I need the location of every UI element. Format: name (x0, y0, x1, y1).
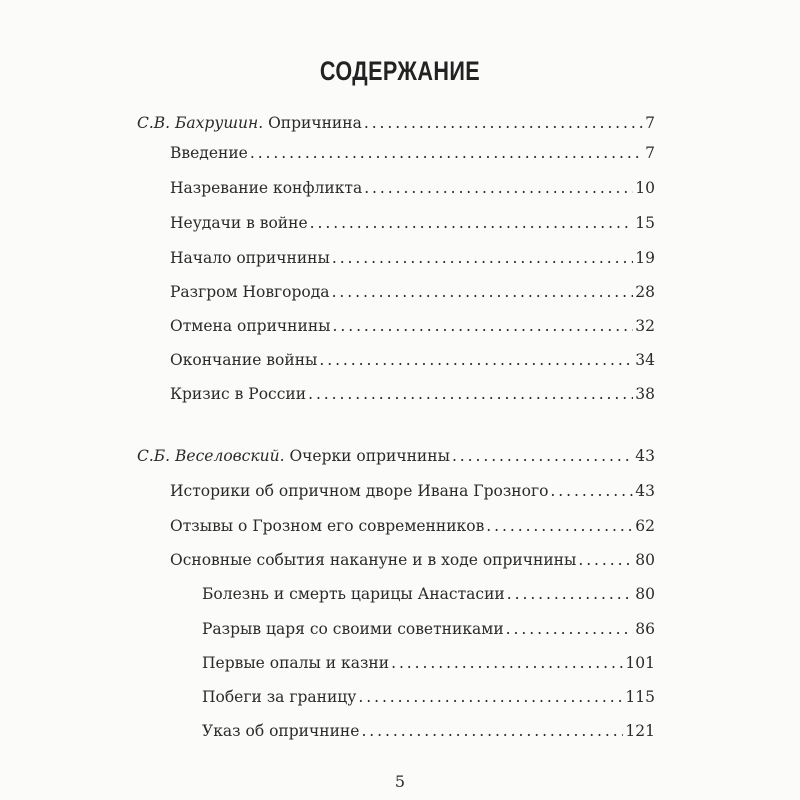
toc-entry (170, 144, 655, 162)
toc-entry-page: 121 (625, 722, 655, 740)
toc-entry-page: 43 (635, 447, 655, 465)
toc-entry-label: Окончание войны (170, 351, 318, 369)
toc-entry-page: 86 (635, 620, 655, 638)
toc-entry-label: Разрыв царя со своими советниками (202, 620, 504, 638)
page-title: СОДЕРЖАНИЕ (319, 56, 481, 86)
dot-leader (250, 144, 643, 162)
dot-leader (308, 385, 633, 403)
toc-entry (170, 249, 655, 267)
toc-entry-title (137, 447, 450, 465)
toc-entry (170, 385, 655, 403)
toc-entry-label: Отмена опричнины (170, 317, 331, 335)
toc-entry-title (170, 144, 248, 162)
toc-entry-label: Очерки опричнины (289, 447, 450, 465)
toc-entry-page: 43 (635, 482, 655, 500)
dot-leader (578, 551, 633, 569)
toc-entry-label: Указ об опричнине (202, 722, 360, 740)
toc-entry-page: 7 (645, 114, 655, 132)
toc-entry-title (137, 114, 362, 132)
toc-entry-label: Начало опричнины (170, 249, 330, 267)
dot-leader (361, 722, 623, 740)
toc-entry-label: Отзывы о Грозном его современников (170, 517, 485, 535)
toc-entry (170, 351, 655, 369)
toc-entry-label: Первые опалы и казни (202, 654, 390, 672)
dot-leader (332, 283, 634, 301)
toc-entry (202, 722, 655, 740)
toc-entry-page: 10 (635, 179, 655, 197)
toc-entry-page: 15 (635, 214, 655, 232)
toc-entry-label: Разгром Новгорода (170, 283, 330, 301)
toc-entry-title (202, 688, 356, 706)
toc-entry-label: Назревание конфликта (170, 179, 363, 197)
toc-entry (170, 179, 655, 197)
toc-entry-page: 38 (635, 385, 655, 403)
toc-entry (137, 447, 655, 465)
toc-entry-page: 7 (645, 144, 655, 162)
toc-entry-page: 80 (635, 585, 655, 603)
dot-leader (310, 214, 634, 232)
toc-entry (202, 585, 655, 603)
toc-entry-title (170, 517, 484, 535)
toc-entry-title (202, 654, 389, 672)
toc-entry-title (202, 620, 504, 638)
toc-entry-author: С.В. Бахрушин. (137, 114, 264, 132)
dot-leader (486, 517, 633, 535)
toc-entry (202, 620, 655, 638)
toc-entry-author: С.Б. Веселовский. (137, 447, 285, 465)
toc-entry-page: 101 (625, 654, 655, 672)
toc-entry (170, 517, 655, 535)
toc-entry-page: 115 (625, 688, 655, 706)
toc-entry-page: 32 (635, 317, 655, 335)
dot-leader (550, 482, 633, 500)
toc-entry (170, 551, 655, 569)
toc-entry (170, 283, 655, 301)
dot-leader (364, 114, 643, 132)
toc-entry-title (170, 482, 548, 500)
dot-leader (333, 317, 634, 335)
dot-leader (319, 351, 633, 369)
toc-entry-label: Историки об опричном дворе Ивана Грозного (170, 482, 549, 500)
toc-entry-label: Опричнина (268, 114, 362, 132)
dot-leader (364, 179, 633, 197)
toc-entry-title (170, 249, 330, 267)
dot-leader (506, 620, 634, 638)
toc-entry-title (170, 214, 308, 232)
toc-entry-page: 19 (635, 249, 655, 267)
dot-leader (391, 654, 623, 672)
dot-leader (452, 447, 633, 465)
toc-entry-title (170, 179, 362, 197)
toc-entry-title (170, 551, 576, 569)
toc-entry-label: Кризис в России (170, 385, 307, 403)
toc-entry-title (170, 317, 331, 335)
toc-entry-page: 34 (635, 351, 655, 369)
toc-entry-label: Основные события накануне и в ходе опричнины (170, 551, 577, 569)
toc-entry-title (170, 351, 317, 369)
dot-leader (507, 585, 634, 603)
toc-entry-title (202, 585, 505, 603)
dot-leader (332, 249, 633, 267)
toc-entry-page: 80 (635, 551, 655, 569)
toc-entry (137, 114, 655, 132)
toc-entry-page: 28 (635, 283, 655, 301)
toc-entry-label: Болезнь и смерть царицы Анастасии (202, 585, 505, 603)
toc-entry-page: 62 (635, 517, 655, 535)
toc-entry (170, 482, 655, 500)
toc-entry-label: Побеги за границу (202, 688, 357, 706)
toc-entry (202, 688, 655, 706)
toc-entry-label: Неудачи в войне (170, 214, 308, 232)
toc-entry (170, 214, 655, 232)
toc-entry-title (170, 283, 330, 301)
toc-entry (202, 654, 655, 672)
page-number: 5 (394, 772, 406, 791)
toc-entry-label: Введение (170, 144, 248, 162)
toc-entry-title (170, 385, 306, 403)
toc-entry (170, 317, 655, 335)
dot-leader (358, 688, 623, 706)
toc-entry-title (202, 722, 359, 740)
